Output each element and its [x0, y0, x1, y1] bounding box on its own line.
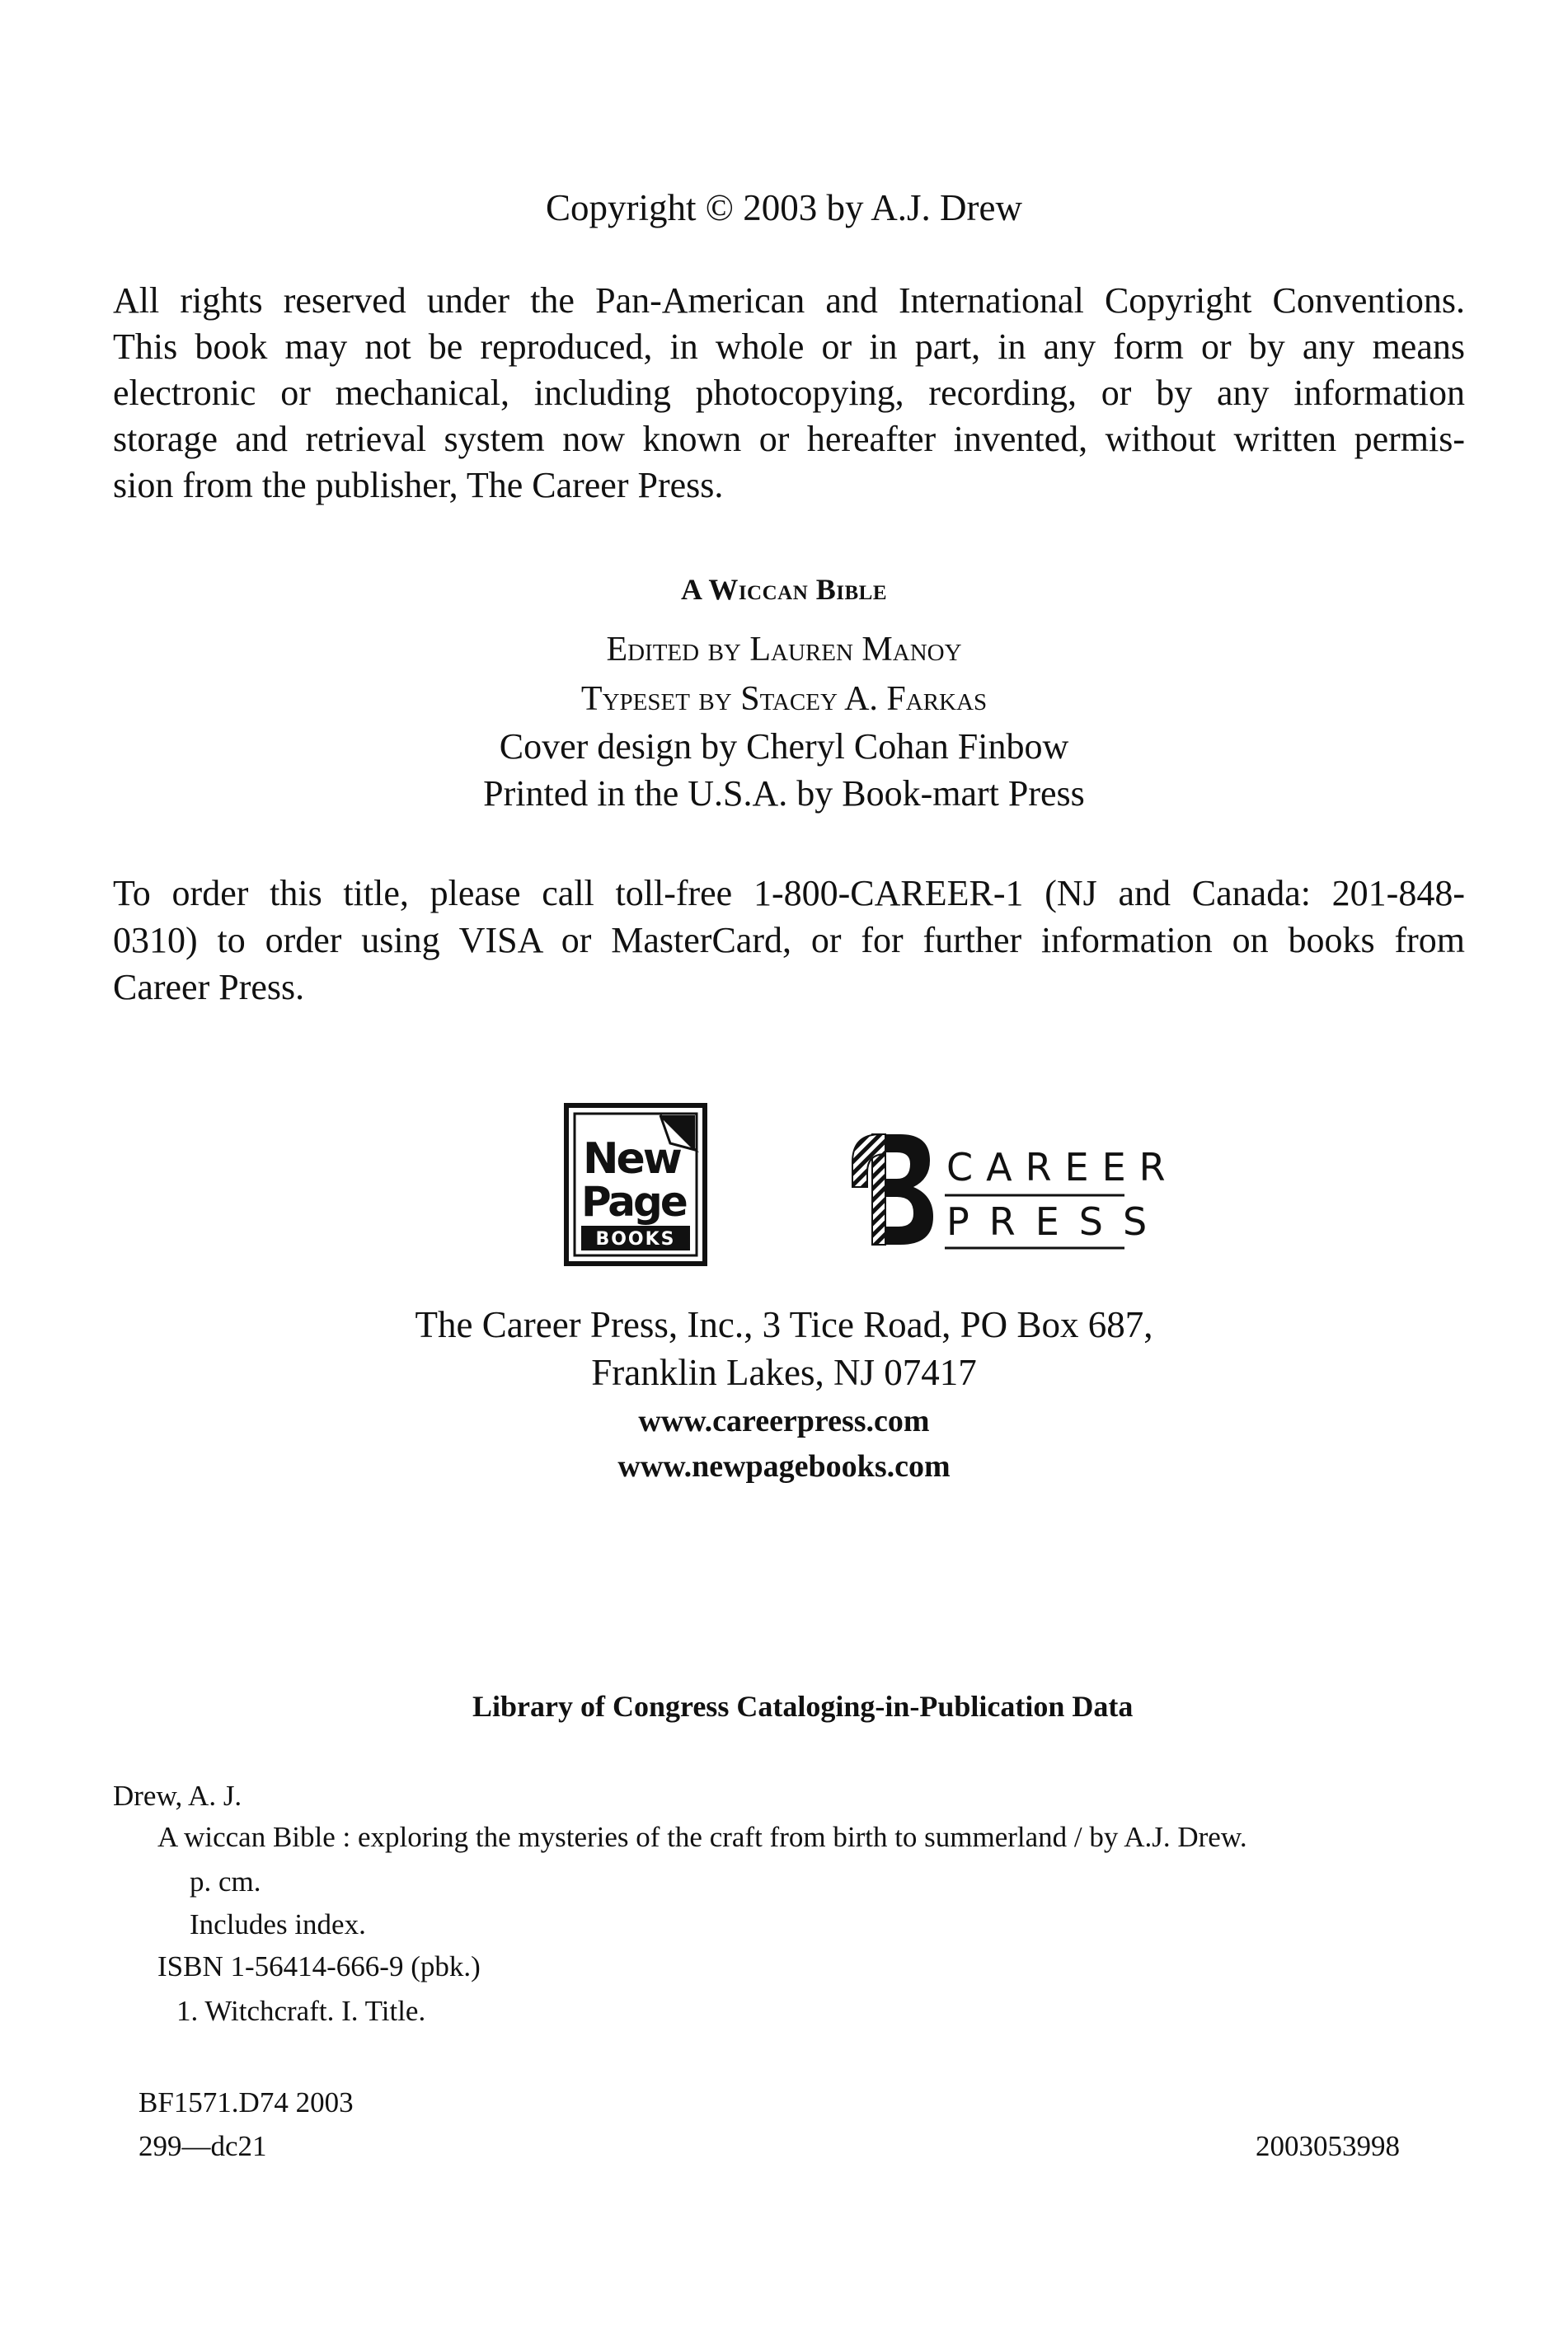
order-paragraph	[113, 870, 1465, 1011]
editor-credit: Edited by Lauren Manoy	[606, 631, 962, 669]
logo-text-press: PRESS	[946, 1199, 1167, 1244]
rights-line: storage and retrieval system now known or hereafter invented, without written permis-	[113, 419, 1465, 459]
career-press-logo	[847, 1129, 1179, 1253]
cip-lccn: 2003053998	[1256, 2130, 1400, 2162]
cip-dewey: 299—dc21	[138, 2130, 267, 2162]
typesetter-credit: Typeset by Stacey A. Farkas	[580, 680, 988, 718]
new-page-books-logo	[563, 1102, 708, 1267]
logo-text-page: Page	[581, 1178, 686, 1226]
order-line: To order this title, please call toll-free 1-800-CAREER-1 (NJ and Canada: 201-848-	[113, 873, 1465, 913]
printer-credit: Printed in the U.S.A. by Book-mart Press	[483, 773, 1085, 814]
rights-line: This book may not be reproduced, in whole or in part, in any form or by any means	[113, 326, 1465, 367]
logo-text-career: CAREER	[946, 1145, 1179, 1189]
logo-text-books: BOOKS	[595, 1229, 676, 1250]
copyright-notice: Copyright © 2003 by A.J. Drew	[546, 187, 1022, 228]
logo-text-new: New	[583, 1134, 680, 1184]
cip-index-note: Includes index.	[190, 1908, 366, 1940]
cip-subjects: 1. Witchcraft. I. Title.	[176, 1995, 426, 2027]
rights-paragraph	[113, 278, 1465, 509]
cip-heading: Library of Congress Cataloging-in-Publication Data	[472, 1690, 1134, 1723]
publisher-address-line-2: Franklin Lakes, NJ 07417	[591, 1352, 977, 1393]
publisher-address-line-1: The Career Press, Inc., 3 Tice Road, PO Box 687,	[415, 1304, 1153, 1345]
cip-call-number: BF1571.D74 2003	[138, 2086, 354, 2118]
rights-line: All rights reserved under the Pan-American and International Copyright Conventions.	[113, 280, 1465, 321]
cip-pages: p. cm.	[190, 1865, 261, 1898]
cip-isbn: ISBN 1-56414-666-9 (pbk.)	[157, 1950, 481, 1982]
order-line: 0310) to order using VISA or MasterCard, or for further information on books from	[113, 920, 1465, 960]
rights-line: electronic or mechanical, including photocopying, recording, or by any information	[113, 373, 1465, 413]
order-line: Career Press.	[113, 967, 305, 1007]
cip-title-entry: A wiccan Bible : exploring the mysteries of the craft from birth to summerland / by A.J. Drew.	[157, 1821, 1247, 1853]
rights-line: sion from the publisher, The Career Press.	[113, 465, 724, 505]
book-title: A Wiccan Bible	[680, 573, 888, 606]
cip-author: Drew, A. J.	[113, 1780, 242, 1812]
new-page-books-url[interactable]: www.newpagebooks.com	[617, 1449, 951, 1484]
career-press-url[interactable]: www.careerpress.com	[638, 1404, 930, 1438]
cover-design-credit: Cover design by Cheryl Cohan Finbow	[499, 726, 1069, 767]
